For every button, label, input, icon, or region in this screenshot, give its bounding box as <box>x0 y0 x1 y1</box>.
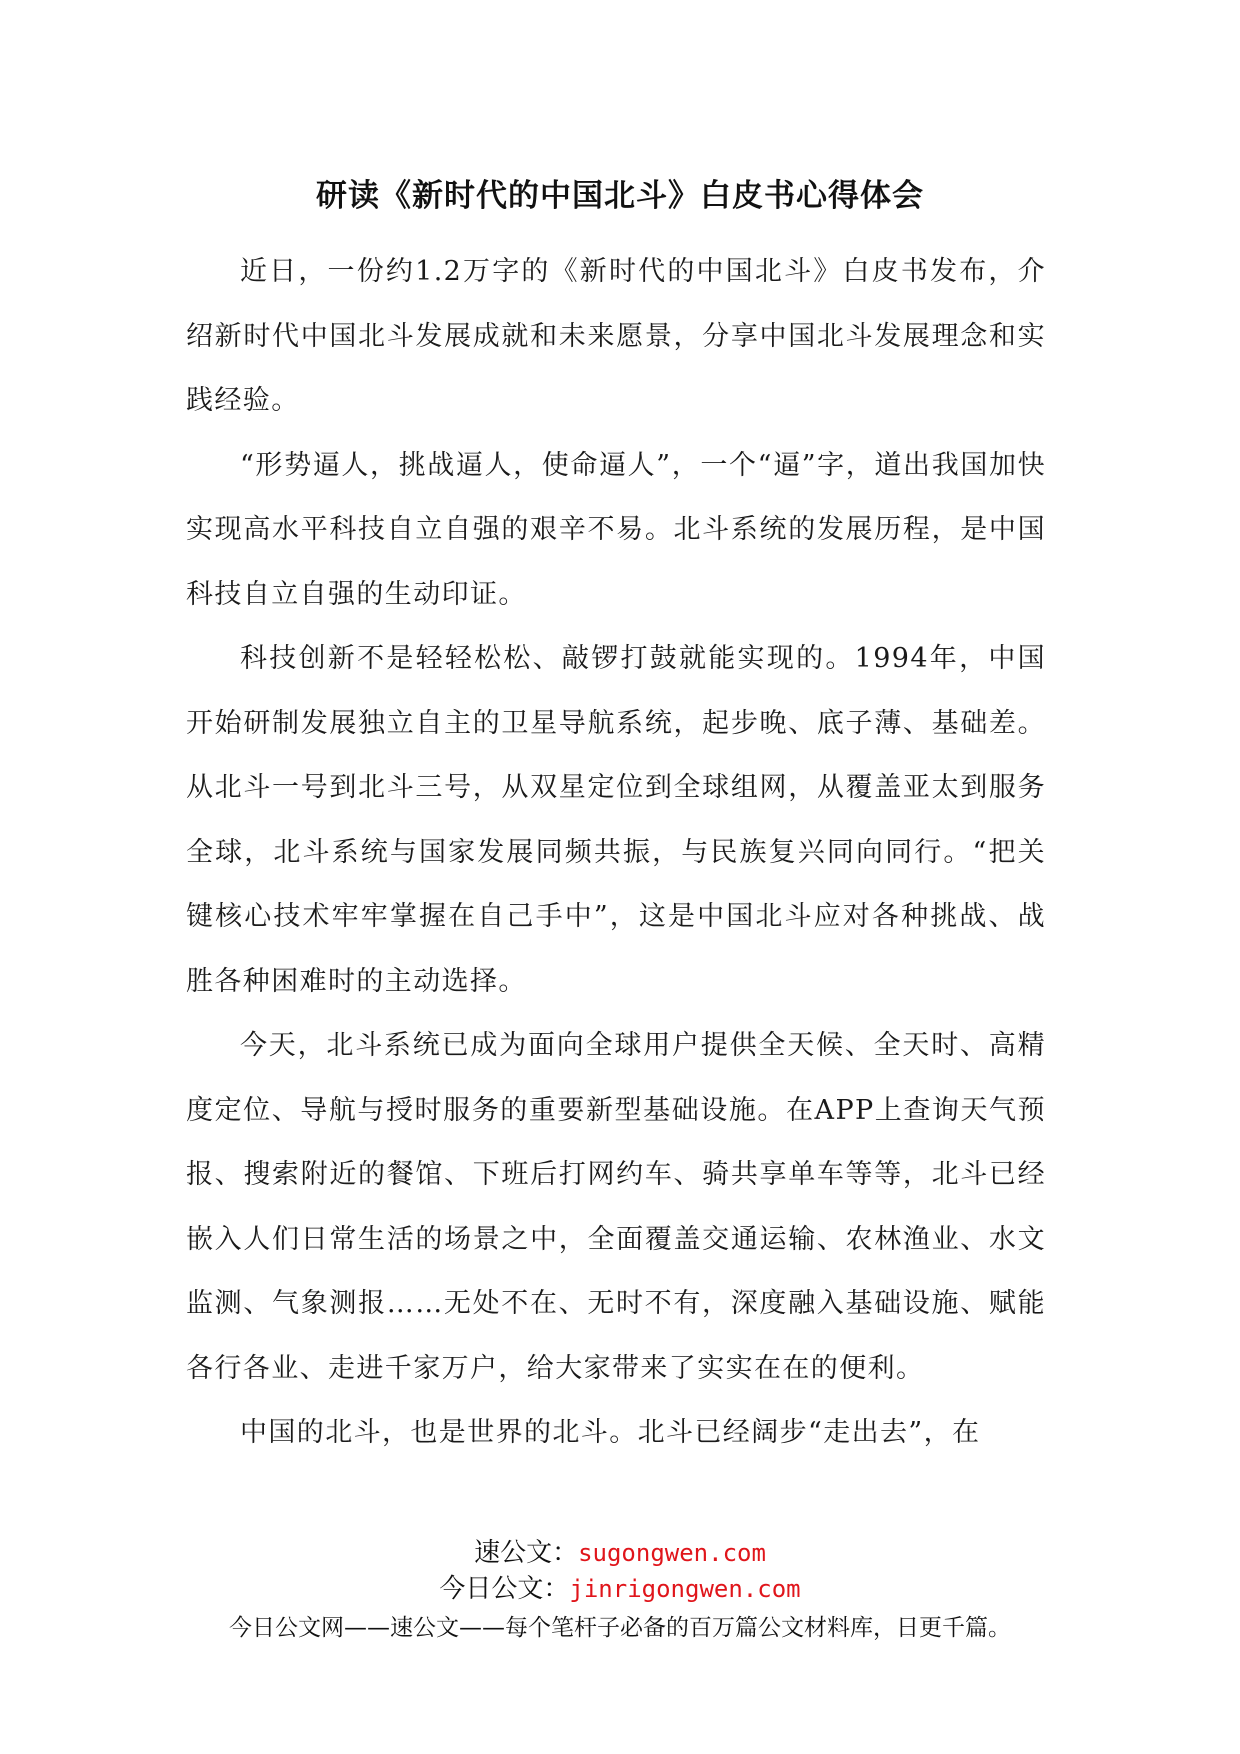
paragraph-2: “形势逼人，挑战逼人，使命逼人”，一个“逼”字，道出我国加快实现高水平科技自立自强的艰辛不易。北斗系统的发展历程，是中国科技自立自强的生动印证。 <box>186 449 1046 610</box>
paragraph-1: 近日，一份约1.2万字的《新时代的中国北斗》白皮书发布，介绍新时代中国北斗发展成就和未来愿景，分享中国北斗发展理念和实践经验。 <box>186 256 1046 416</box>
paragraph-4: 今天，北斗系统已成为面向全球用户提供全天候、全天时、高精度定位、导航与授时服务的重要新型基础设施。在APP上查询天气预报、搜索附近的餐馆、下班后打网约车、骑共享单车等等，北斗已经嵌入人们日常生活的场景之中，全面覆盖交通运输、农林渔业、水文监测、气象测报……无处不在、无时不有，深度融入基础设施、赋能各行各业、走进千家万户，给大家带来了实实在在的便利。 <box>186 1030 1046 1384</box>
footer-jinrigongwen-label: 今日公文： <box>439 1574 570 1604</box>
paragraph-5: 中国的北斗，也是世界的北斗。北斗已经阔步“走出去”，在 <box>240 1417 981 1448</box>
footer-sugongwen-link[interactable]: sugongwen.com <box>578 1539 766 1567</box>
footer-tagline: 今日公文网——速公文——每个笔杆子必备的百万篇公文材料库，日更千篇。 <box>229 1615 1011 1641</box>
document-body <box>186 240 1046 1466</box>
paragraph-3: 科技创新不是轻轻松松、敲锣打鼓就能实现的。1994年，中国开始研制发展独立自主的卫星导航系统，起步晚、底子薄、基础差。从北斗一号到北斗三号，从双星定位到全球组网，从覆盖亚太到服务全球，北斗系统与国家发展同频共振，与民族复兴同向同行。“把关键核心技术牢牢掌握在自己手中”，这是中国北斗应对各种挑战、战胜各种困难时的主动选择。 <box>186 643 1046 997</box>
document-title: 研读《新时代的中国北斗》白皮书心得体会 <box>316 178 924 214</box>
footer-sugongwen-label: 速公文： <box>474 1538 579 1568</box>
footer-jinrigongwen-link[interactable]: jinrigongwen.com <box>569 1575 801 1603</box>
footer-sugongwen <box>0 1536 1240 1570</box>
footer-jinrigongwen <box>0 1572 1240 1606</box>
